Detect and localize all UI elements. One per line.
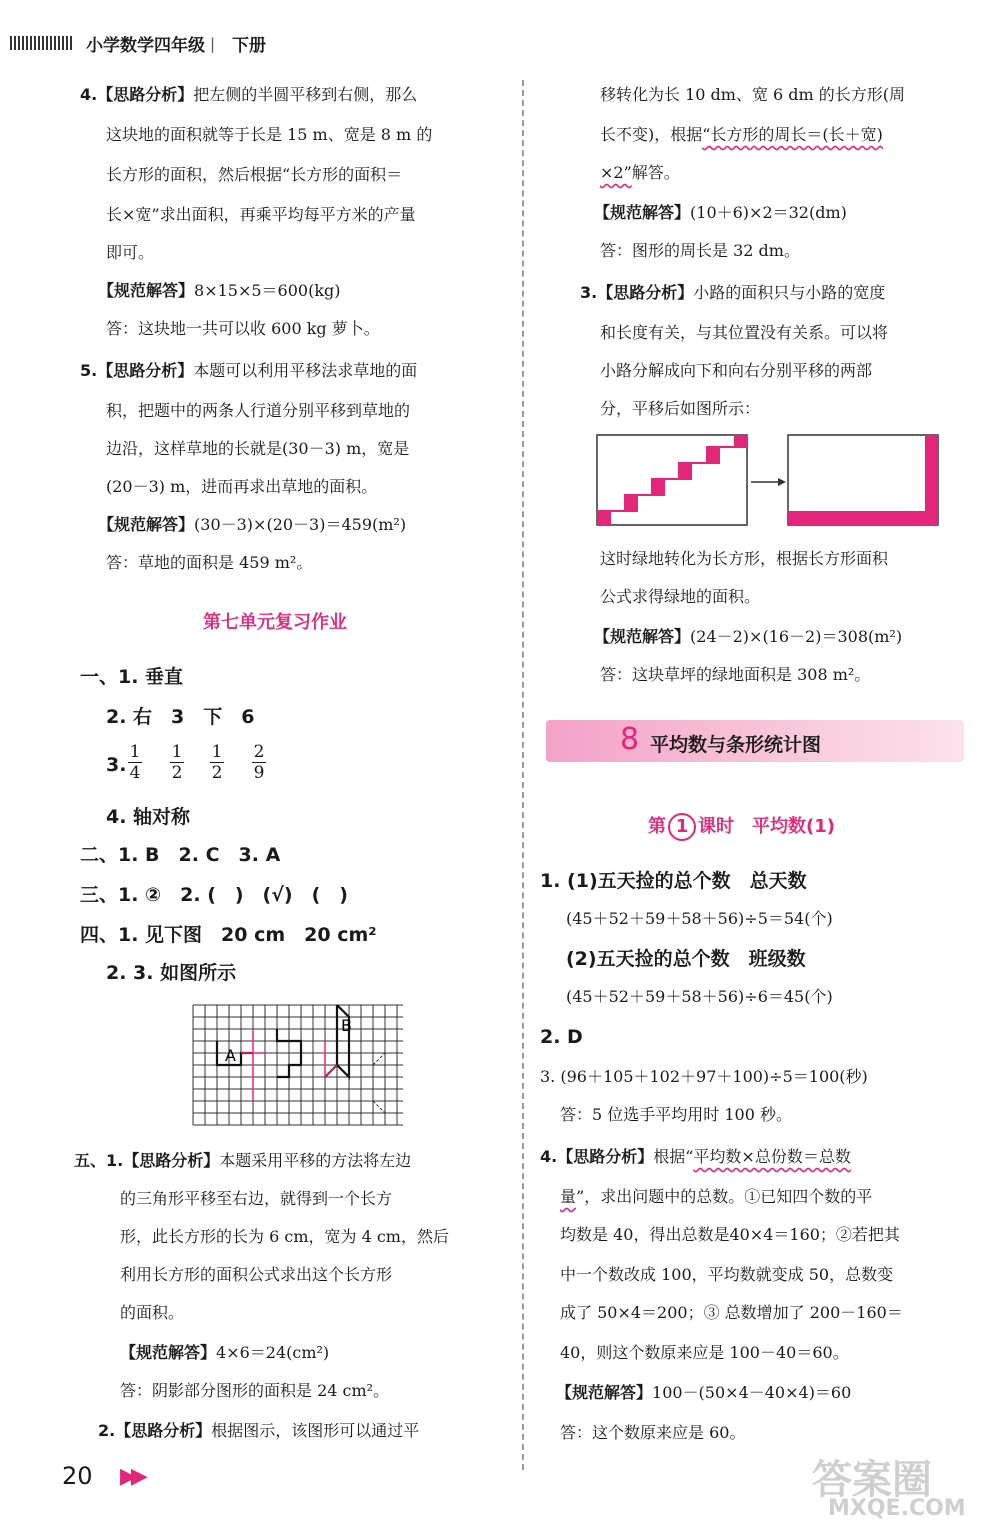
r-cont-line1: 移转化为长 10 dm、宽 6 dm 的长方形(周 xyxy=(600,85,906,104)
r-cont-line2: 长不变)，根据“长方形的周长＝(长＋宽) xyxy=(600,125,883,144)
r5-reply: 答：阴影部分图形的面积是 24 cm²。 xyxy=(120,1381,390,1400)
fraction: 2 9 xyxy=(253,742,265,783)
review-4-2: 2. 3. 如图所示 xyxy=(106,962,237,984)
review-4-1: 四、1. 见下图 20 cm 20 cm² xyxy=(80,924,377,946)
grid-label-a: A xyxy=(225,1046,236,1065)
review-1-2: 2. 右 3 下 6 xyxy=(106,706,255,728)
q4-line3: 长方形的面积，然后根据“长方形的面积＝ xyxy=(106,165,403,184)
rq3-answer: 【规范解答】(24－2)×(16－2)＝308(m²) xyxy=(594,627,903,646)
column-divider xyxy=(522,80,524,1470)
q5-line2: 积，把题中的两条人行道分别平移到草地的 xyxy=(106,401,411,420)
review-3: 三、1. ② 2. ( ) (√) ( ) xyxy=(80,884,348,906)
a4-line5: 成了 50×4＝200；③ 总数增加了 200－160＝ xyxy=(560,1303,903,1322)
q5-line3: 边沿，这样草地的长就是(30－3) m，宽是 xyxy=(106,439,410,458)
next-arrows-icon: ▶▶ xyxy=(120,1464,142,1489)
grid-figure xyxy=(192,1004,404,1126)
a1-line4: (45＋52＋59＋58＋56)÷6＝45(个) xyxy=(566,987,833,1006)
page-header xyxy=(0,0,1000,62)
rq3-line2: 和长度有关，与其位置没有关系。可以将 xyxy=(600,323,889,342)
fraction: 1 2 xyxy=(171,742,183,783)
book-title: 小学数学四年级 xyxy=(86,36,205,56)
a4-reply: 答：这个数原来应是 60。 xyxy=(560,1423,746,1442)
a4-line4: 中一个数改成 100，平均数就变成 50，总数变 xyxy=(560,1265,894,1284)
q4-answer: 【规范解答】8×15×5＝600(kg) xyxy=(98,281,341,300)
q5-reply: 答：草地的面积是 459 m²。 xyxy=(106,553,313,572)
barcode-decoration xyxy=(10,36,72,50)
rq3-line3: 小路分解成向下和向右分别平移的两部 xyxy=(600,361,873,380)
lesson-title: 第 1 课时 平均数(1) xyxy=(648,812,835,841)
r5-line1: 五、1.【思路分析】本题采用平移的方法将左边 xyxy=(74,1151,412,1170)
fraction: 1 2 xyxy=(211,742,223,783)
r5-2-line1: 2.【思路分析】根据图示，该图形可以通过平 xyxy=(98,1421,420,1440)
q4-line5: 即可。 xyxy=(106,243,155,262)
a3: 3. (96＋105＋102＋97＋100)÷5＝100(秒) xyxy=(540,1067,868,1086)
rq3-line1: 3.【思路分析】小路的面积只与小路的宽度 xyxy=(580,283,886,302)
a1-line2: (45＋52＋59＋58＋56)÷5＝54(个) xyxy=(566,909,833,928)
page-number: 20 xyxy=(62,1462,93,1490)
q5-line1: 5.【思路分析】本题可以利用平移法求草地的面 xyxy=(80,361,418,380)
header-separator: | xyxy=(210,35,216,53)
q4-line1: 4.【思路分析】把左侧的半圆平移到右侧，那么 xyxy=(80,85,418,104)
a4-line6: 40，则这个数原来应是 100－40＝60。 xyxy=(560,1343,849,1362)
a3-reply: 答：5 位选手平均用时 100 秒。 xyxy=(560,1105,792,1124)
path-translation-figure xyxy=(596,434,944,528)
r-cont-reply: 答：图形的周长是 32 dm。 xyxy=(600,241,800,260)
q5-answer: 【规范解答】(30－3)×(20－3)＝459(m²) xyxy=(98,515,407,534)
rq3-line4: 分，平移后如图所示： xyxy=(600,399,761,418)
a4-line1: 4.【思路分析】根据“平均数×总份数＝总数 xyxy=(540,1147,851,1166)
a1-line3: (2)五天捡的总个数 班级数 xyxy=(566,948,806,970)
unit-number: 8 xyxy=(620,722,640,757)
r5-line4: 利用长方形的面积公式求出这个长方形 xyxy=(120,1265,393,1284)
a4-answer: 【规范解答】100－(50×4－40×4)＝60 xyxy=(556,1383,852,1402)
r-cont-line3: ×2”解答。 xyxy=(600,163,680,182)
q4-line2: 这块地的面积就等于长是 15 m、宽是 8 m 的 xyxy=(106,125,433,144)
q4-reply: 答：这块地一共可以收 600 kg 萝卜。 xyxy=(106,319,380,338)
a2: 2. D xyxy=(540,1026,583,1048)
r5-answer: 【规范解答】4×6＝24(cm²) xyxy=(120,1343,330,1362)
a4-line3: 均数是 40，得出总数是40×4＝160；②若把其 xyxy=(560,1225,900,1244)
a4-line2: 量”，求出问题中的总数。①已知四个数的平 xyxy=(560,1187,873,1206)
q4-line4: 长×宽”求出面积，再乘平均每平方米的产量 xyxy=(106,205,416,224)
review-1-3-label: 3. xyxy=(106,754,127,776)
watermark-logo: 答案圈 xyxy=(812,1457,932,1503)
unit-title: 平均数与条形统计图 xyxy=(650,734,822,756)
review-2: 二、1. B 2. C 3. A xyxy=(80,844,281,866)
review-1-4: 4. 轴对称 xyxy=(106,806,191,828)
r5-line5: 的面积。 xyxy=(120,1303,185,1322)
rq3-line6: 公式求得绿地的面积。 xyxy=(600,587,761,606)
rq3-line5: 这时绿地转化为长方形，根据长方形面积 xyxy=(600,549,889,568)
r5-line3: 形，此长方形的长为 6 cm，宽为 4 cm，然后 xyxy=(120,1227,449,1246)
a1-line1: 1. (1)五天捡的总个数 总天数 xyxy=(540,870,807,892)
q5-line4: (20－3) m，进而再求出草地的面积。 xyxy=(106,477,378,496)
r-cont-answer: 【规范解答】(10＋6)×2＝32(dm) xyxy=(594,203,847,222)
rq3-reply: 答：这块草坪的绿地面积是 308 m²。 xyxy=(600,665,871,684)
review-section-title: 第七单元复习作业 xyxy=(203,612,347,633)
book-volume: 下册 xyxy=(232,36,266,56)
fraction: 1 4 xyxy=(129,742,141,783)
grid-label-b: B xyxy=(341,1016,352,1035)
r5-line2: 的三角形平移至右边，就得到一个长方 xyxy=(120,1189,393,1208)
unit-banner xyxy=(546,720,964,762)
watermark-url: MXQE.COM xyxy=(828,1496,966,1521)
review-1-1: 一、1. 垂直 xyxy=(80,666,184,688)
